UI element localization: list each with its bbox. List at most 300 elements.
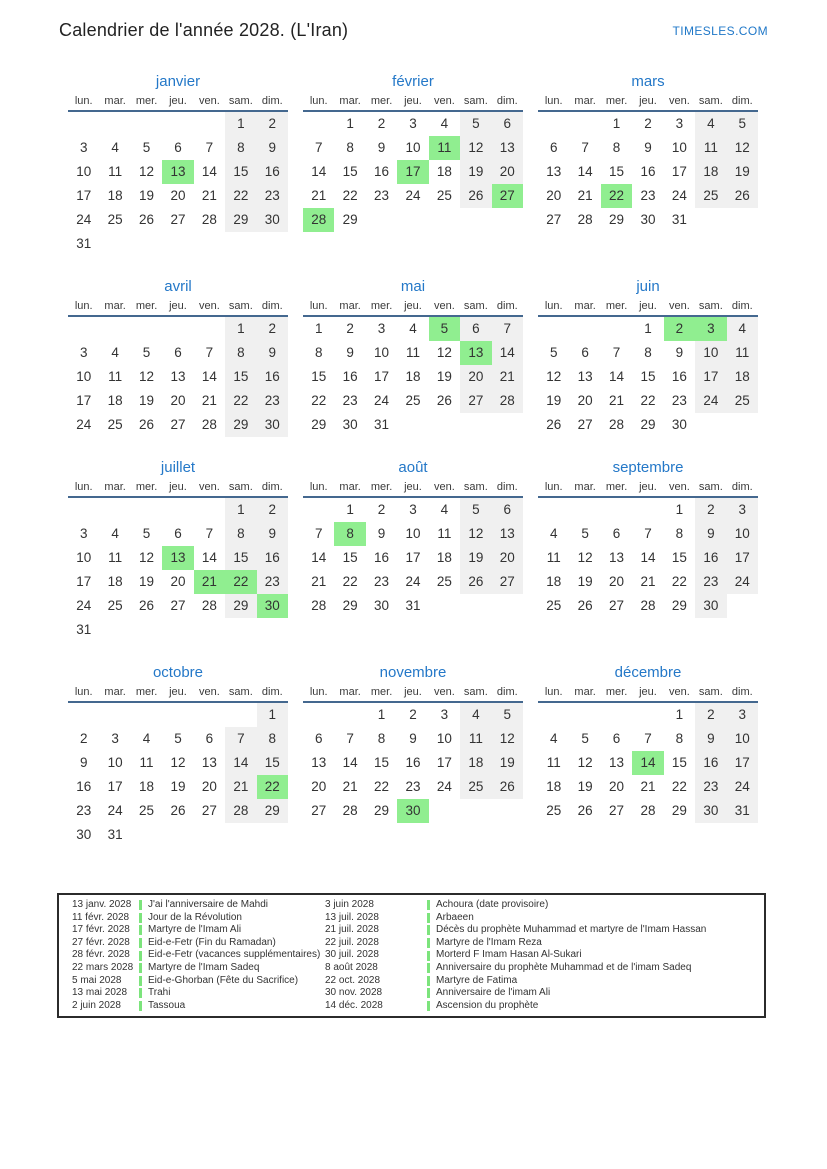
empty-day-cell bbox=[538, 317, 569, 341]
day-cell: 16 bbox=[374, 164, 390, 179]
day-cell: 22 bbox=[225, 570, 256, 594]
day-cell: 8 bbox=[612, 140, 621, 155]
month-title: janvier bbox=[155, 73, 201, 90]
day-cell: 14 bbox=[342, 755, 358, 770]
empty-day-cell bbox=[460, 208, 491, 232]
day-cell: 12 bbox=[727, 136, 758, 160]
month-title: août bbox=[398, 459, 428, 476]
day-cell: 2 bbox=[346, 321, 354, 336]
day-cell: 24 bbox=[374, 393, 390, 408]
empty-day-cell bbox=[601, 703, 632, 727]
day-cell: 9 bbox=[257, 522, 288, 546]
weekday-label: lun. bbox=[544, 686, 563, 698]
day-cell: 18 bbox=[107, 188, 123, 203]
day-cell: 24 bbox=[107, 803, 123, 818]
day-cell: 19 bbox=[139, 393, 155, 408]
legend-entry bbox=[325, 924, 764, 937]
day-cell: 23 bbox=[671, 393, 687, 408]
day-cell: 4 bbox=[111, 140, 119, 155]
day-cell: 31 bbox=[405, 598, 421, 613]
day-cell: 31 bbox=[107, 827, 123, 842]
day-cell: 3 bbox=[409, 502, 417, 517]
month-title: mai bbox=[400, 278, 426, 295]
day-cell: 8 bbox=[257, 727, 288, 751]
day-cell: 8 bbox=[225, 522, 256, 546]
day-cell: 3 bbox=[727, 703, 758, 727]
day-cell: 19 bbox=[436, 369, 452, 384]
legend-label: Eid-e-Fetr (Fin du Ramadan) bbox=[148, 936, 276, 948]
day-cell: 16 bbox=[342, 369, 358, 384]
day-cell: 9 bbox=[346, 345, 354, 360]
empty-day-cell bbox=[303, 498, 334, 522]
day-cell: 19 bbox=[577, 574, 593, 589]
day-cell: 11 bbox=[108, 164, 123, 179]
day-cell: 16 bbox=[695, 751, 726, 775]
day-cell: 3 bbox=[440, 707, 449, 722]
day-cell: 18 bbox=[405, 369, 421, 384]
day-cell: 4 bbox=[142, 731, 151, 746]
month-calendar bbox=[303, 278, 523, 437]
empty-day-cell bbox=[727, 594, 758, 618]
day-cell: 28 bbox=[201, 417, 217, 432]
day-cell: 17 bbox=[436, 755, 452, 770]
month-title: octobre bbox=[152, 664, 204, 681]
day-grid bbox=[303, 317, 523, 437]
day-cell: 6 bbox=[549, 140, 558, 155]
day-cell: 21 bbox=[640, 779, 656, 794]
day-cell: 7 bbox=[205, 526, 214, 541]
day-cell: 26 bbox=[460, 570, 491, 594]
empty-day-cell bbox=[460, 413, 491, 437]
day-cell: 22 bbox=[601, 184, 632, 208]
legend-entry bbox=[325, 937, 764, 950]
day-cell: 14 bbox=[311, 164, 327, 179]
day-cell: 21 bbox=[311, 188, 327, 203]
weekday-label: lun. bbox=[544, 481, 563, 493]
legend-label: Tassoua bbox=[148, 999, 186, 1011]
day-cell: 5 bbox=[460, 112, 491, 136]
day-cell: 11 bbox=[695, 136, 726, 160]
day-cell: 10 bbox=[374, 345, 390, 360]
day-cell: 26 bbox=[170, 803, 186, 818]
day-cell: 11 bbox=[429, 136, 460, 160]
legend-date: 30 juil. 2028 bbox=[325, 949, 379, 961]
holiday-marker-icon bbox=[139, 951, 142, 961]
day-cell: 28 bbox=[609, 417, 625, 432]
day-cell: 6 bbox=[205, 731, 214, 746]
empty-day-cell bbox=[460, 594, 491, 618]
day-cell: 21 bbox=[311, 574, 327, 589]
empty-day-cell bbox=[429, 594, 460, 618]
weekday-label: dim. bbox=[731, 686, 753, 698]
month-calendar bbox=[538, 459, 758, 618]
day-cell: 15 bbox=[374, 755, 390, 770]
day-cell: 14 bbox=[492, 341, 523, 365]
weekday-header-row bbox=[303, 686, 523, 703]
day-cell: 30 bbox=[374, 598, 390, 613]
weekday-label: mar. bbox=[339, 300, 361, 312]
weekday-label: lun. bbox=[309, 481, 328, 493]
day-cell: 14 bbox=[201, 369, 217, 384]
day-cell: 29 bbox=[257, 799, 288, 823]
day-cell: 28 bbox=[311, 598, 327, 613]
day-cell: 17 bbox=[405, 550, 421, 565]
day-cell: 28 bbox=[577, 212, 593, 227]
day-cell: 4 bbox=[409, 321, 417, 336]
day-cell: 16 bbox=[405, 755, 421, 770]
weekday-label: ven. bbox=[669, 686, 690, 698]
empty-day-cell bbox=[601, 498, 632, 522]
day-cell: 27 bbox=[609, 803, 625, 818]
weekday-label: jeu. bbox=[169, 481, 187, 493]
day-cell: 10 bbox=[695, 341, 726, 365]
day-cell: 11 bbox=[460, 727, 491, 751]
weekday-label: lun. bbox=[74, 300, 93, 312]
day-cell: 22 bbox=[671, 779, 687, 794]
weekday-label: ven. bbox=[669, 481, 690, 493]
empty-day-cell bbox=[569, 317, 600, 341]
day-cell: 23 bbox=[342, 393, 358, 408]
empty-day-cell bbox=[194, 823, 225, 847]
day-cell: 12 bbox=[170, 755, 186, 770]
weekday-label: dim. bbox=[731, 481, 753, 493]
day-cell: 27 bbox=[170, 212, 186, 227]
weekday-label: mar. bbox=[339, 95, 361, 107]
day-cell: 2 bbox=[377, 502, 386, 517]
day-cell: 24 bbox=[405, 188, 421, 203]
day-cell: 25 bbox=[436, 188, 452, 203]
holiday-marker-icon bbox=[427, 951, 430, 961]
day-grid bbox=[68, 112, 288, 256]
empty-day-cell bbox=[569, 703, 600, 727]
day-cell: 26 bbox=[577, 598, 593, 613]
day-cell: 6 bbox=[492, 498, 523, 522]
day-cell: 6 bbox=[314, 731, 323, 746]
legend-label: J'ai l'anniversaire de Mahdi bbox=[148, 899, 268, 910]
day-cell: 14 bbox=[201, 550, 217, 565]
day-cell: 17 bbox=[76, 574, 92, 589]
day-cell: 12 bbox=[492, 727, 523, 751]
day-cell: 2 bbox=[79, 731, 88, 746]
empty-day-cell bbox=[131, 703, 162, 727]
holiday-marker-icon bbox=[427, 963, 430, 973]
weekday-label: jeu. bbox=[639, 95, 657, 107]
day-cell: 3 bbox=[79, 345, 88, 360]
day-cell: 29 bbox=[640, 417, 656, 432]
month-title: février bbox=[392, 73, 434, 90]
legend-label: Anniversaire du prophète Muhammad et de l'imam Sadeq bbox=[436, 961, 692, 973]
weekday-label: mer. bbox=[135, 686, 158, 698]
day-grid bbox=[538, 317, 758, 437]
day-cell: 10 bbox=[727, 522, 758, 546]
weekday-label: sam. bbox=[228, 481, 253, 493]
day-cell: 11 bbox=[546, 550, 561, 565]
day-cell: 25 bbox=[405, 393, 421, 408]
day-cell: 13 bbox=[162, 546, 193, 570]
day-cell: 8 bbox=[346, 140, 354, 155]
site-link[interactable]: TIMESLES.COM bbox=[672, 24, 768, 38]
day-cell: 26 bbox=[460, 184, 491, 208]
day-cell: 1 bbox=[225, 498, 256, 522]
legend-date: 21 juil. 2028 bbox=[325, 924, 379, 936]
weekday-header-row bbox=[538, 686, 758, 703]
day-cell: 21 bbox=[194, 570, 225, 594]
day-cell: 12 bbox=[460, 522, 491, 546]
day-cell: 1 bbox=[612, 116, 621, 131]
weekday-label: ven. bbox=[434, 300, 455, 312]
day-cell: 13 bbox=[577, 369, 593, 384]
weekday-label: ven. bbox=[434, 686, 455, 698]
legend-label: Martyre de l'Imam Ali bbox=[148, 924, 242, 936]
day-cell: 15 bbox=[342, 550, 358, 565]
day-cell: 5 bbox=[142, 345, 151, 360]
day-grid bbox=[538, 498, 758, 618]
weekday-label: sam. bbox=[228, 686, 253, 698]
legend-date: 17 févr. 2028 bbox=[72, 924, 130, 936]
day-cell: 3 bbox=[79, 526, 88, 541]
empty-day-cell bbox=[257, 823, 288, 847]
day-cell: 6 bbox=[174, 140, 182, 155]
day-cell: 5 bbox=[174, 731, 182, 746]
day-cell: 18 bbox=[460, 751, 491, 775]
weekday-label: mar. bbox=[104, 686, 126, 698]
legend-date: 2 juin 2028 bbox=[72, 999, 121, 1011]
weekday-label: jeu. bbox=[639, 481, 657, 493]
day-grid bbox=[68, 317, 288, 437]
day-cell: 23 bbox=[374, 574, 390, 589]
empty-day-cell bbox=[194, 232, 225, 256]
day-cell: 30 bbox=[397, 799, 428, 823]
day-cell: 18 bbox=[139, 779, 155, 794]
day-cell: 31 bbox=[671, 212, 687, 227]
legend-date: 22 juil. 2028 bbox=[325, 936, 379, 948]
day-cell: 23 bbox=[257, 184, 288, 208]
day-cell: 19 bbox=[460, 160, 491, 184]
empty-day-cell bbox=[162, 618, 193, 642]
day-cell: 21 bbox=[640, 574, 656, 589]
weekday-label: sam. bbox=[228, 300, 253, 312]
day-cell: 7 bbox=[346, 731, 354, 746]
empty-day-cell bbox=[303, 112, 334, 136]
day-cell: 9 bbox=[257, 341, 288, 365]
calendar-year-grid bbox=[68, 73, 758, 847]
day-cell: 25 bbox=[695, 184, 726, 208]
day-cell: 1 bbox=[675, 502, 684, 517]
day-cell: 4 bbox=[549, 731, 558, 746]
day-cell: 28 bbox=[342, 803, 358, 818]
legend-date: 13 juil. 2028 bbox=[325, 911, 379, 923]
day-cell: 14 bbox=[577, 164, 593, 179]
day-cell: 30 bbox=[671, 417, 687, 432]
day-cell: 6 bbox=[612, 526, 621, 541]
day-cell: 11 bbox=[108, 369, 123, 384]
page-header bbox=[59, 20, 768, 41]
weekday-header-row bbox=[68, 686, 288, 703]
day-grid bbox=[538, 703, 758, 823]
day-cell: 30 bbox=[695, 594, 726, 618]
legend-label: Trahi bbox=[148, 987, 171, 999]
empty-day-cell bbox=[397, 413, 428, 437]
day-cell: 15 bbox=[342, 164, 358, 179]
day-cell: 12 bbox=[546, 369, 562, 384]
day-cell: 12 bbox=[139, 369, 155, 384]
day-cell: 22 bbox=[671, 574, 687, 589]
day-cell: 15 bbox=[640, 369, 656, 384]
day-cell: 22 bbox=[225, 184, 256, 208]
weekday-header-row bbox=[538, 95, 758, 112]
weekday-label: ven. bbox=[199, 95, 220, 107]
day-cell: 15 bbox=[671, 755, 687, 770]
day-cell: 27 bbox=[492, 184, 523, 208]
empty-day-cell bbox=[429, 413, 460, 437]
day-cell: 11 bbox=[727, 341, 758, 365]
day-cell: 19 bbox=[139, 574, 155, 589]
month-title: avril bbox=[164, 278, 192, 295]
day-grid bbox=[68, 703, 288, 847]
empty-day-cell bbox=[99, 112, 130, 136]
day-cell: 30 bbox=[695, 799, 726, 823]
empty-day-cell bbox=[162, 112, 193, 136]
day-cell: 24 bbox=[727, 775, 758, 799]
empty-day-cell bbox=[569, 112, 600, 136]
weekday-label: dim. bbox=[261, 95, 283, 107]
day-cell: 9 bbox=[644, 140, 652, 155]
weekday-label: dim. bbox=[731, 300, 753, 312]
weekday-label: dim. bbox=[496, 95, 518, 107]
day-cell: 10 bbox=[436, 731, 452, 746]
month-calendar bbox=[68, 73, 288, 256]
day-cell: 6 bbox=[460, 317, 491, 341]
day-cell: 24 bbox=[695, 389, 726, 413]
holiday-marker-icon bbox=[427, 913, 430, 923]
day-cell: 15 bbox=[671, 550, 687, 565]
weekday-label: mer. bbox=[370, 481, 393, 493]
day-cell: 16 bbox=[671, 369, 687, 384]
day-cell: 21 bbox=[577, 188, 593, 203]
day-cell: 20 bbox=[577, 393, 593, 408]
holiday-marker-icon bbox=[427, 1001, 430, 1011]
day-cell: 14 bbox=[201, 164, 217, 179]
weekday-label: dim. bbox=[496, 300, 518, 312]
day-cell: 22 bbox=[311, 393, 327, 408]
day-cell: 1 bbox=[346, 116, 354, 131]
empty-day-cell bbox=[492, 208, 523, 232]
day-cell: 27 bbox=[201, 803, 217, 818]
weekday-label: lun. bbox=[544, 95, 563, 107]
empty-day-cell bbox=[162, 703, 193, 727]
day-cell: 7 bbox=[612, 345, 621, 360]
weekday-label: jeu. bbox=[639, 686, 657, 698]
day-cell: 21 bbox=[225, 775, 256, 799]
day-cell: 13 bbox=[311, 755, 327, 770]
day-cell: 15 bbox=[225, 546, 256, 570]
day-cell: 16 bbox=[76, 779, 92, 794]
weekday-label: mer. bbox=[370, 686, 393, 698]
legend-label: Eid-e-Ghorban (Fête du Sacrifice) bbox=[148, 974, 299, 986]
day-cell: 13 bbox=[609, 755, 625, 770]
month-calendar bbox=[68, 664, 288, 847]
day-cell: 22 bbox=[374, 779, 390, 794]
day-cell: 10 bbox=[76, 550, 92, 565]
holiday-marker-icon bbox=[139, 913, 142, 923]
day-cell: 31 bbox=[374, 417, 390, 432]
weekday-label: jeu. bbox=[169, 300, 187, 312]
empty-day-cell bbox=[303, 703, 334, 727]
day-cell: 29 bbox=[225, 208, 256, 232]
day-cell: 22 bbox=[640, 393, 656, 408]
day-cell: 26 bbox=[727, 184, 758, 208]
day-cell: 19 bbox=[727, 160, 758, 184]
day-cell: 1 bbox=[257, 703, 288, 727]
day-cell: 14 bbox=[311, 550, 327, 565]
legend-label: Martyre de Fatima bbox=[436, 974, 518, 986]
empty-day-cell bbox=[225, 703, 256, 727]
weekday-label: jeu. bbox=[639, 300, 657, 312]
legend-date: 13 janv. 2028 bbox=[72, 899, 132, 910]
weekday-label: lun. bbox=[74, 686, 93, 698]
empty-day-cell bbox=[131, 232, 162, 256]
day-cell: 9 bbox=[257, 136, 288, 160]
legend-entry bbox=[72, 987, 325, 1000]
month-calendar bbox=[538, 278, 758, 437]
day-cell: 8 bbox=[314, 345, 323, 360]
empty-day-cell bbox=[538, 498, 569, 522]
legend-entry bbox=[72, 1000, 325, 1013]
weekday-label: jeu. bbox=[404, 481, 422, 493]
weekday-label: lun. bbox=[74, 95, 93, 107]
day-cell: 15 bbox=[225, 160, 256, 184]
day-cell: 25 bbox=[727, 389, 758, 413]
empty-day-cell bbox=[99, 703, 130, 727]
day-cell: 8 bbox=[377, 731, 386, 746]
day-cell: 24 bbox=[727, 570, 758, 594]
weekday-label: ven. bbox=[434, 95, 455, 107]
day-cell: 11 bbox=[546, 755, 561, 770]
empty-day-cell bbox=[131, 618, 162, 642]
day-cell: 19 bbox=[546, 393, 562, 408]
legend-entry bbox=[72, 924, 325, 937]
day-cell: 10 bbox=[405, 140, 421, 155]
day-cell: 31 bbox=[727, 799, 758, 823]
day-cell: 8 bbox=[675, 731, 684, 746]
day-cell: 10 bbox=[727, 727, 758, 751]
day-cell: 30 bbox=[640, 212, 656, 227]
day-cell: 22 bbox=[342, 188, 358, 203]
weekday-label: mar. bbox=[574, 95, 596, 107]
day-cell: 8 bbox=[225, 341, 256, 365]
empty-day-cell bbox=[397, 208, 428, 232]
legend-label: Ascension du prophète bbox=[436, 999, 539, 1011]
day-cell: 22 bbox=[342, 574, 358, 589]
month-calendar bbox=[68, 459, 288, 642]
day-cell: 17 bbox=[727, 546, 758, 570]
weekday-label: ven. bbox=[199, 481, 220, 493]
holiday-marker-icon bbox=[427, 988, 430, 998]
month-title: juillet bbox=[160, 459, 196, 476]
day-cell: 5 bbox=[581, 731, 589, 746]
month-title: juin bbox=[636, 278, 660, 295]
weekday-label: mer. bbox=[370, 95, 393, 107]
day-cell: 28 bbox=[303, 208, 334, 232]
weekday-label: mar. bbox=[574, 481, 596, 493]
day-cell: 11 bbox=[139, 755, 154, 770]
day-cell: 16 bbox=[640, 164, 656, 179]
day-cell: 22 bbox=[257, 775, 288, 799]
empty-day-cell bbox=[460, 799, 491, 823]
day-cell: 31 bbox=[76, 622, 92, 637]
day-cell: 5 bbox=[460, 498, 491, 522]
weekday-label: lun. bbox=[309, 300, 328, 312]
